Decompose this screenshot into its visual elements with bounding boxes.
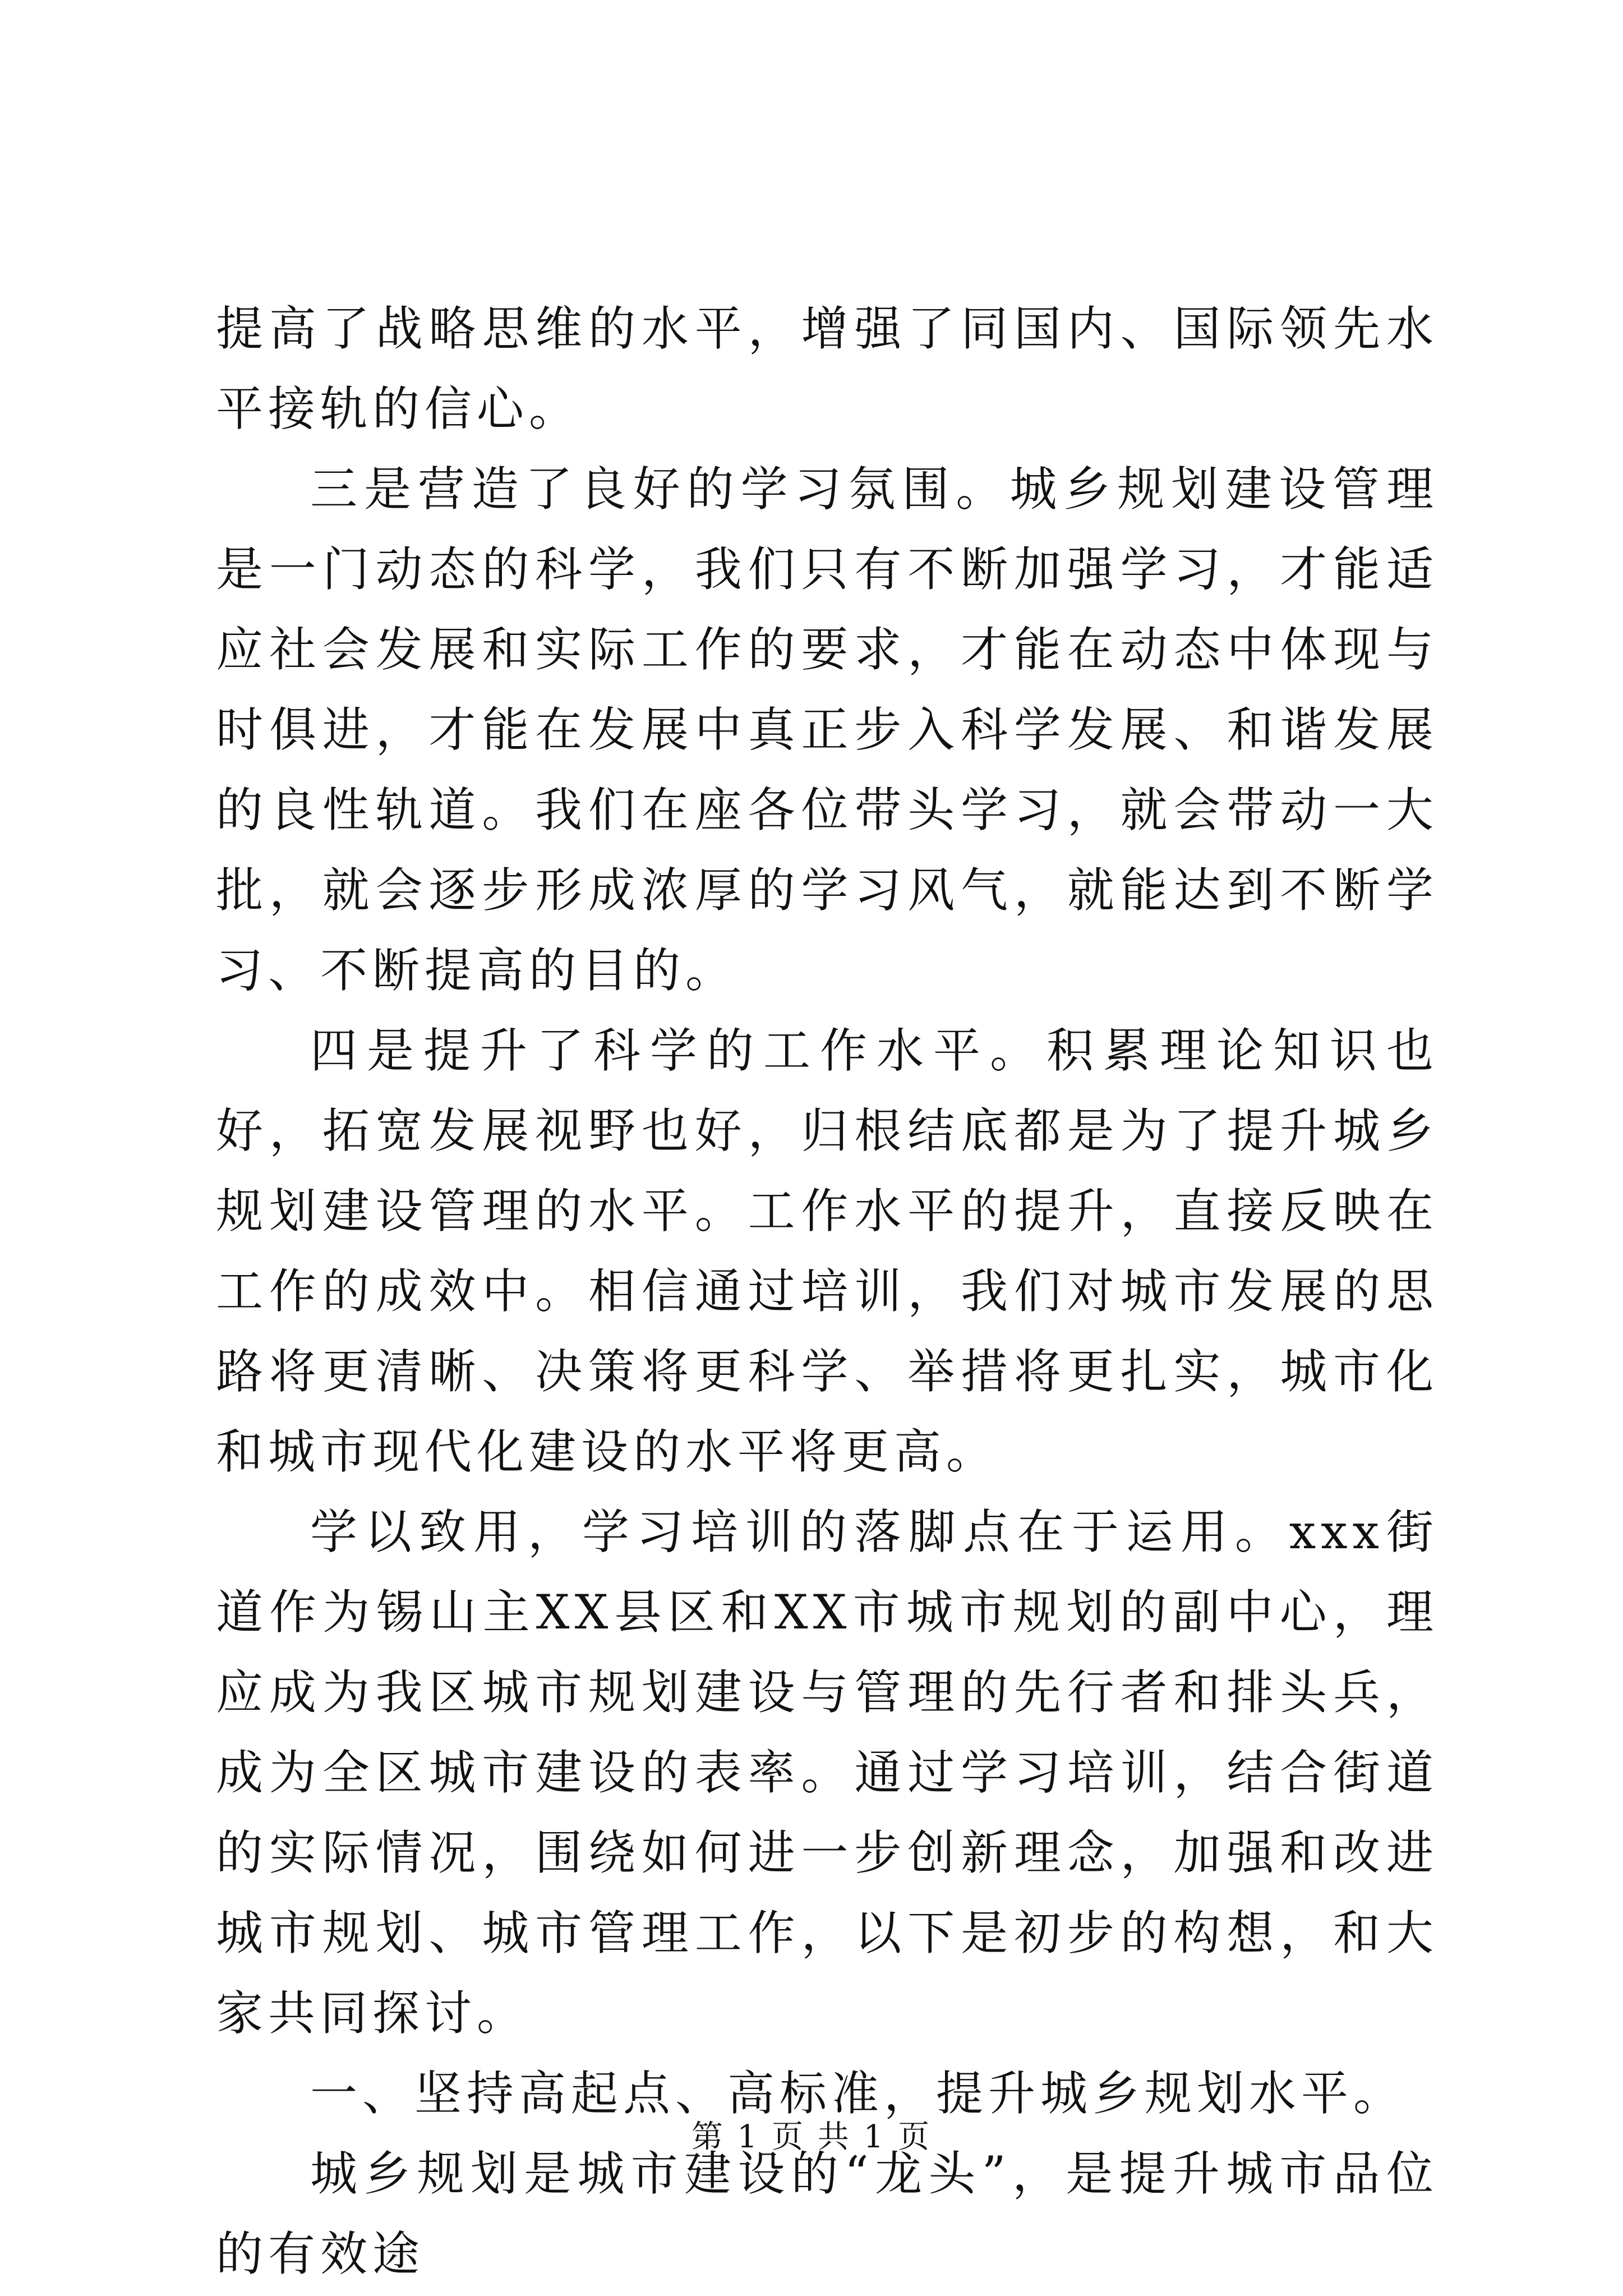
paragraph-learning-atmosphere: 三是营造了良好的学习氛围。城乡规划建设管理是一门动态的科学，我们只有不断加强学习，才能适应社会发展和实际工作的要求，才能在动态中体现与时俱进，才能在发展中真正步入科学发展、和谐发展的良性轨道。我们在座各位带头学习，就会带动一大批，就会逐步形成浓厚的学习风气，就能达到不断学习、不断提高的目的。 xyxy=(216,462,1438,998)
page-footer: 第 1 页 共 1 页 xyxy=(691,2119,932,2155)
paragraph-planning-intro: 城乡规划是城市建设的“龙头”，是提升城市品位的有效途 xyxy=(216,2146,1438,2281)
paragraph-continuation: 提高了战略思维的水平，增强了同国内、国际领先水平接轨的信心。 xyxy=(216,301,1438,436)
paragraph-work-level: 四是提升了科学的工作水平。积累理论知识也好，拓宽发展视野也好，归根结底都是为了提升城乡规划建设管理的水平。工作水平的提升，直接反映在工作的成效中。相信通过培训，我们对城市发展的思路将更清晰、决策将更科学、举措将更扎实，城市化和城市现代化建设的水平将更高。 xyxy=(216,1023,1438,1479)
paragraph-apply-learning: 学以致用，学习培训的落脚点在于运用。xxx街道作为锡山主XX县区和XX市城市规划的副中心，理应成为我区城市规划建设与管理的先行者和排头兵，成为全区城市建设的表率。通过学习培训，结合街道的实际情况，围绕如何进一步创新理念，加强和改进城市规划、城市管理工作，以下是初步的构想，和大家共同探讨。 xyxy=(216,1504,1438,2041)
document-body xyxy=(216,289,1438,2294)
section-heading-planning: 一、坚持高起点、高标准，提升城乡规划水平。 xyxy=(310,2066,1406,2121)
